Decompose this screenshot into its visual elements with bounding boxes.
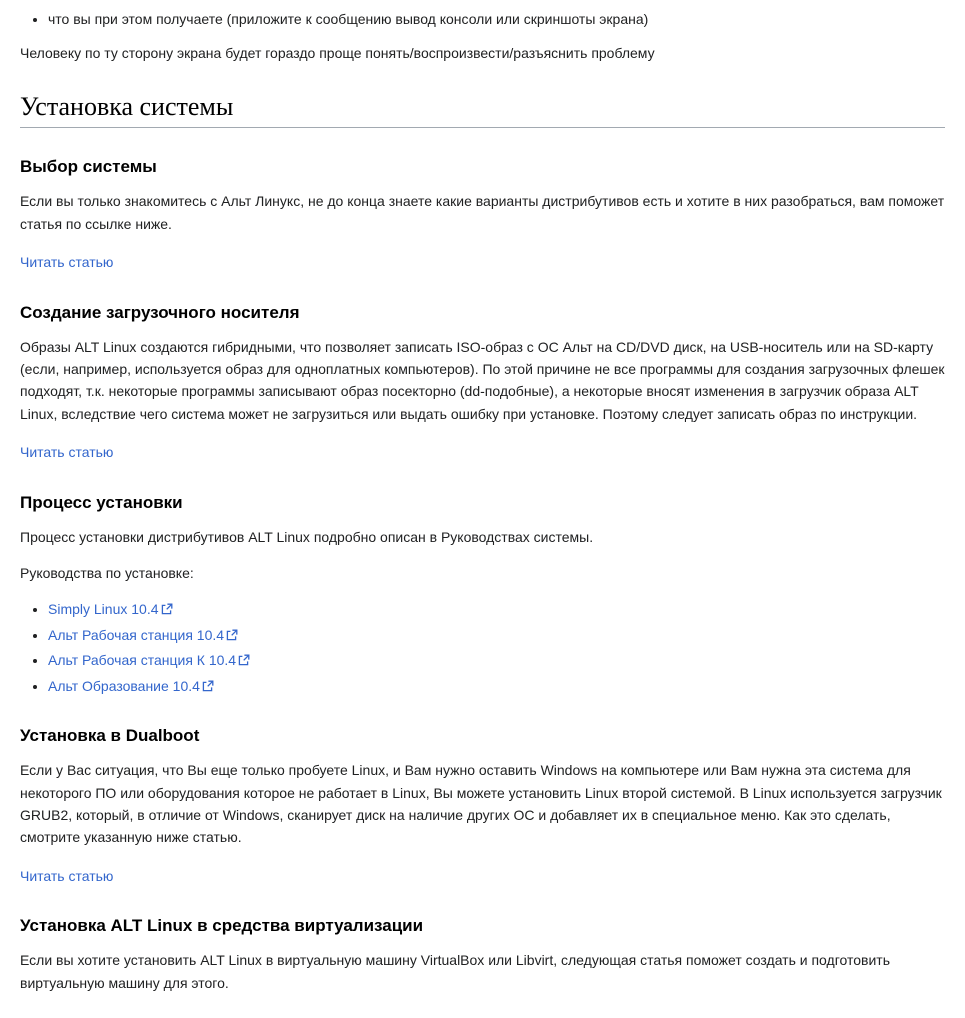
guide-link-workstation-k[interactable]: Альт Рабочая станция К 10.4 bbox=[48, 652, 237, 669]
list-item bbox=[48, 624, 945, 646]
external-link-icon bbox=[226, 629, 238, 641]
list-item bbox=[48, 675, 945, 697]
subsection-body: Если у Вас ситуация, что Вы еще только пробуете Linux, и Вам нужно оставить Windows на компьютере или Вам нужна эта система для некоторого ПО или оборудования которое не работает в Linux, Вы можете установить Linux второй системой. В Linux используется загрузчик GRUB2, который, в отличие от Windows, сканирует диск на наличие других ОС и добавляет их в специальное меню. Как это сделать, смотрите указанную ниже статью. bbox=[20, 762, 942, 846]
guide-link-simply-linux[interactable]: Simply Linux 10.4 bbox=[48, 601, 159, 618]
guide-link-education[interactable]: Альт Образование 10.4 bbox=[48, 677, 200, 694]
page-section-title: Установка системы bbox=[20, 91, 945, 129]
subsection-body: Если вы хотите установить ALT Linux в виртуальную машину VirtualBox или Libvirt, следующая статья поможет создать и подготовить виртуальную машину для этого. bbox=[20, 952, 890, 991]
external-link-icon bbox=[202, 680, 214, 692]
intro-note: Человеку по ту сторону экрана будет гораздо проще понять/воспроизвести/разъяснить проблему bbox=[20, 45, 655, 62]
read-article-link[interactable]: Читать статью bbox=[20, 254, 114, 271]
read-link-row bbox=[20, 441, 945, 463]
guide-list-intro: Руководства по установке: bbox=[20, 565, 194, 582]
subsection-body: Процесс установки дистрибутивов ALT Linux подробно описан в Руководствах системы. bbox=[20, 528, 594, 545]
read-link-row bbox=[20, 251, 945, 273]
intro-list-item bbox=[48, 8, 945, 30]
subsection-heading-boot-media: Создание загрузочного носителя bbox=[20, 302, 300, 322]
list-item bbox=[48, 598, 945, 620]
external-link-icon bbox=[161, 603, 173, 615]
subsection-heading-system-choice: Выбор системы bbox=[20, 157, 157, 177]
intro-list-item-text: что вы при этом получаете (приложите к сообщению вывод консоли или скриншоты экрана) bbox=[48, 11, 649, 27]
guide-links-list bbox=[20, 598, 945, 697]
guide-link-workstation[interactable]: Альт Рабочая станция 10.4 bbox=[48, 626, 225, 643]
external-link-icon bbox=[238, 654, 250, 666]
subsection-heading-dualboot: Установка в Dualboot bbox=[20, 726, 200, 746]
list-item bbox=[48, 649, 945, 671]
subsection-heading-virtualization: Установка ALT Linux в средства виртуализации bbox=[20, 916, 424, 936]
intro-list bbox=[20, 8, 945, 30]
read-article-link[interactable]: Читать статью bbox=[20, 444, 114, 461]
subsection-body: Образы ALT Linux создаются гибридными, что позволяет записать ISO-образ с ОС Альт на CD/DVD диск, на USB-носитель или на SD-карту (если, например, используется образ для одноплатных компьютеров). По этой причине не все программы для создания загрузочных флешек подходят, т.к. некоторые программы записывают образ посекторно (dd-подобные), а некоторые вносят изменения в загрузчик образа ALT Linux, вследствие чего система может не загрузиться или выдать ошибку при установке. Поэтому следует записать образ по инструкции. bbox=[20, 338, 945, 422]
read-link-row bbox=[20, 865, 945, 887]
subsection-heading-install-process: Процесс установки bbox=[20, 492, 183, 512]
subsection-body: Если вы только знакомитесь с Альт Линукс, не до конца знаете какие варианты дистрибутивов есть и хотите в них разобраться, вам поможет статья по ссылке ниже. bbox=[20, 193, 945, 232]
read-article-link[interactable]: Читать статью bbox=[20, 867, 114, 884]
